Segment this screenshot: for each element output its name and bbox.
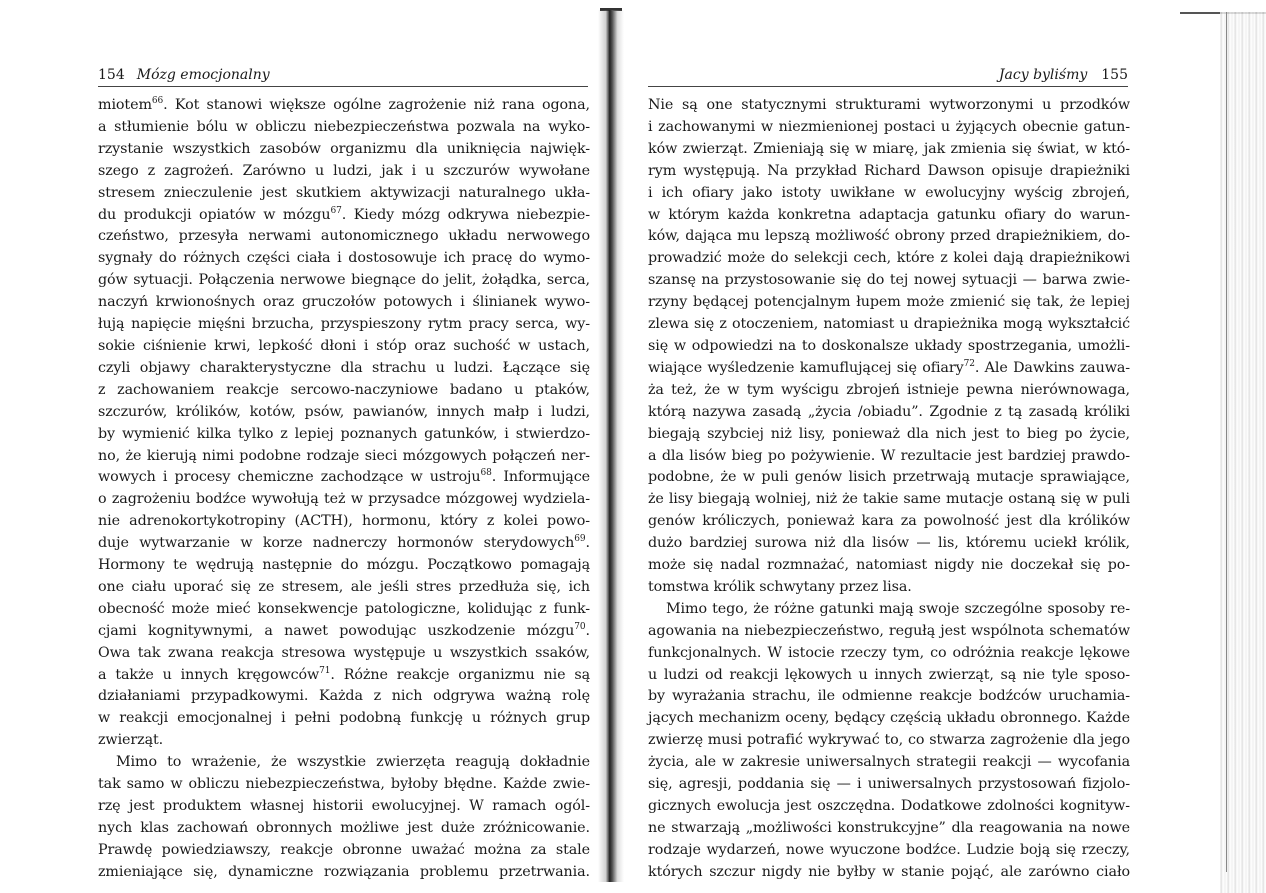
text-line (98, 533, 590, 555)
page-number: 155 (1101, 67, 1128, 83)
text-line (98, 292, 590, 314)
text-line (98, 402, 590, 424)
text-line (98, 270, 590, 292)
text-line (648, 686, 1130, 708)
line-text: a dla lisów bieg po pożywienie. W rezultacie jest bardziej prawdo- (648, 447, 1130, 464)
text-line (98, 95, 590, 117)
text-line (648, 774, 1130, 796)
text-line (648, 752, 1130, 774)
line-text: w którym każda konkretna adaptacja gatunku ofiary do warun- (648, 206, 1130, 223)
text-line (98, 796, 590, 818)
text-line (648, 599, 1130, 621)
line-text: szczurów, królików, kotów, psów, pawianów, innych małp i ludzi, (98, 403, 590, 420)
line-text: obecność może mieć konsekwencje patologiczne, kolidując z funk- (98, 600, 590, 617)
line-text: duje wytwarzanie w korze nadnerczy hormonów sterydowych (98, 535, 575, 552)
text-line (648, 467, 1130, 489)
text-line (648, 730, 1130, 752)
text-line (648, 95, 1130, 117)
line-text: ne stwarzają „możliwości konstrukcyjne” dla reagowania na nowe (648, 819, 1130, 836)
line-text: genów króliczych, ponieważ kara za powolność jest dla królików (648, 513, 1130, 530)
text-line (98, 117, 590, 139)
line-text: zwierzę musi potrafić wykrywać to, co stwarza zagrożenie dla jego (648, 732, 1130, 749)
text-line (648, 665, 1130, 687)
text-line (98, 226, 590, 248)
text-line (98, 577, 590, 599)
text-line (98, 248, 590, 270)
line-text: czeństwo, przesyła nerwami autonomicznego układu nerwowego (98, 228, 590, 245)
line-text: i ich ofiary jako istoty uwikłane w ewolucyjny wyścig zbrojeń, (648, 184, 1130, 201)
text-line (98, 818, 590, 840)
line-text: agowania na niebezpieczeństwo, regułą jest wspólnota schematów (648, 622, 1130, 639)
text-line (648, 555, 1130, 577)
line-text: sygnały do różnych części ciała i dostosowuje ich pracę do wymo- (98, 250, 590, 267)
line-text: du produkcji opiatów w mózgu (98, 206, 331, 223)
line-text: się w odpowiedzi na to doskonalsze układy spostrzegania, umożli- (648, 337, 1130, 354)
right-body-text (648, 95, 1130, 884)
line-text: cjami kognitywnymi, a nawet powodując uszkodzenie mózgu (98, 622, 575, 639)
line-text: funkcjonalnych. W istocie rzeczy tym, co odróżnia reakcje lękowe (648, 644, 1130, 661)
text-line (98, 489, 590, 511)
line-text: zlewa się z otoczeniem, natomiast u drapieżnika mogą wykształcić (648, 316, 1130, 333)
line-text: których szczur nigdy nie byłby w stanie pojąć, ale zarówno ciało (648, 863, 1130, 880)
text-line (98, 621, 590, 643)
line-text: . Ale Dawkins zauwa- (974, 359, 1130, 376)
line-text: może się nadal rozmnażać, natomiast nigdy nie doczekał się po- (648, 557, 1130, 574)
text-line (648, 424, 1130, 446)
text-line (648, 139, 1130, 161)
line-text: podobne, że w puli genów lisich przetrwają mutacje sprawiające, (648, 469, 1130, 486)
line-text: a stłumienie bólu w obliczu niebezpieczeństwa pozwala na wyko- (98, 118, 590, 135)
line-text: w reakcji emocjonalnej i pełni podobną funkcję u różnych grup (98, 710, 590, 727)
line-text: o zagrożeniu bodźce wywołują też w przysadce mózgowej wydziela- (98, 491, 590, 508)
line-text: czyli objawy charakterystyczne dla strachu u ludzi. Łączące się (98, 359, 590, 376)
line-text: rzyny będącej potencjalnym łupem może zmienić się tak, że lepiej (648, 294, 1130, 311)
line-text: gów sytuacji. Połączenia nerwowe biegnące do jelit, żołądka, serca, (98, 272, 590, 289)
right-page (612, 0, 1266, 893)
text-line (98, 314, 590, 336)
line-text: miotem (98, 97, 152, 113)
text-line (648, 708, 1130, 730)
text-line (648, 511, 1130, 533)
line-text: . Kiedy mózg odkrywa niebezpie- (341, 206, 590, 223)
page-edge-line (1226, 12, 1227, 872)
text-line (98, 665, 590, 687)
text-line (98, 161, 590, 183)
line-text: działaniami przypadkowymi. Każda z nich odgrywa ważną rolę (98, 688, 590, 705)
footnote-ref: 72 (963, 358, 975, 369)
line-text: Owa tak zwana reakcja stresowa występuje u wszystkich ssaków, (98, 644, 590, 661)
line-text: wiające wyśledzenie kamuflującej się ofiary (648, 359, 964, 376)
line-text: ków zwierząt. Zmieniają się w miarę, jak zmienia się świat, w któ- (648, 140, 1130, 157)
text-line (648, 336, 1130, 358)
text-line (648, 292, 1130, 314)
footnote-ref: 71 (319, 665, 331, 676)
line-text: szego z zagrożeń. Zarówno u ludzi, jak i u szczurów wywołane (98, 162, 590, 179)
running-title: Mózg emocjonalny (136, 67, 270, 83)
line-text: sokie ciśnienie krwi, lepkość dłoni i stóp oraz suchość w ustach, (98, 337, 590, 354)
line-text: się, agresji, poddania się — i uniwersalnych przystosowań fizjolo- (648, 776, 1130, 793)
text-line (98, 139, 590, 161)
line-text: którą nazywa zasadą „życia /obiadu”. Zgodnie z tą zasadą króliki (648, 403, 1130, 420)
line-text: tak samo w obliczu niebezpieczeństwa, byłoby błędne. Każde zwie- (98, 776, 590, 793)
text-line (648, 818, 1130, 840)
line-text: rodzaje wydarzeń, nowe wyuczone bodźce. Ludzie boją się rzeczy, (648, 841, 1130, 858)
line-text: naczyń krwionośnych oraz gruczołów potowych i ślinianek wywo- (98, 294, 590, 311)
line-text: życia, ale w zakresie uniwersalnych strategii reakcji — wycofania (648, 754, 1130, 771)
line-text: szansę na przystosowanie się do tej nowej sytuacji — barwa zwie- (648, 272, 1130, 289)
text-line (648, 796, 1130, 818)
text-line (648, 226, 1130, 248)
line-text: by wyrażania strachu, ile odmienne reakcje bodźców uruchamia- (648, 688, 1130, 705)
line-text: z zachowaniem reakcje sercowo-naczyniowe badano u ptaków, (98, 381, 590, 398)
text-line (648, 248, 1130, 270)
right-running-head (648, 66, 1128, 87)
line-text: Nie są one statycznymi strukturami wytworzonymi u przodków (648, 97, 1130, 113)
text-line (648, 161, 1130, 183)
text-line (648, 643, 1130, 665)
line-text: ża też, że w tym wyścigu zbrojeń istnieje pewna nierównowaga, (648, 381, 1130, 398)
text-line (98, 643, 590, 665)
footnote-ref: 67 (330, 205, 342, 216)
line-text: . Informujące (491, 469, 590, 486)
text-line (98, 358, 590, 380)
footnote-ref: 69 (574, 534, 586, 545)
text-line (648, 840, 1130, 862)
line-text: . Kot stanowi większe ogólne zagrożenie niż rana ogona, (163, 97, 590, 113)
text-line (98, 511, 590, 533)
line-text: Prawdę powiedziawszy, reakcje obronne uważać można za stale (98, 841, 590, 858)
line-text: one ciału uporać się ze stresem, ale jeśli stres przedłuża się, ich (98, 578, 590, 595)
line-text: ków, dająca mu lepszą możliwość obrony przed drapieżnikiem, do- (648, 228, 1130, 245)
line-text: no, że kierują nimi podobne rodzaje sieci mózgowych połączeń ner- (98, 447, 590, 464)
left-running-head (98, 66, 588, 87)
running-title: Jacy byliśmy (998, 67, 1088, 83)
left-body-text (98, 95, 590, 884)
text-line (648, 205, 1130, 227)
line-text: zwierząt. (98, 732, 164, 749)
text-line (98, 752, 590, 774)
line-text: . Różne reakcje organizmu nie są (330, 666, 590, 683)
text-line (648, 402, 1130, 424)
text-line (648, 358, 1130, 380)
line-text: a także u innych kręgowców (98, 666, 320, 683)
text-line (98, 708, 590, 730)
text-line (648, 270, 1130, 292)
line-text: wowych i procesy chemiczne zachodzące w ustroju (98, 469, 481, 486)
line-text: łują napięcie mięśni brzucha, przyspieszony rytm pracy serca, wy- (98, 316, 590, 333)
text-line (648, 380, 1130, 402)
footnote-ref: 66 (151, 96, 164, 106)
text-line (648, 577, 1130, 599)
line-text: Mimo tego, że różne gatunki mają swoje szczególne sposoby re- (666, 600, 1130, 617)
text-line (98, 599, 590, 621)
text-line (648, 117, 1130, 139)
text-line (648, 621, 1130, 643)
line-text: nych klas zachowań obronnych możliwe jest duże zróżnicowanie. (98, 819, 590, 836)
text-line (98, 424, 590, 446)
line-text: zmieniające się, dynamiczne rozwiązania problemu przetrwania. (98, 863, 590, 880)
line-text: nie adrenokortykotropiny (ACTH), hormonu, który z kolei powo- (98, 513, 590, 530)
footnote-ref: 70 (574, 621, 586, 632)
line-text: że lisy biegają wolniej, niż że takie same mutacje ostaną się w puli (648, 491, 1130, 508)
line-text: rym występują. Na przykład Richard Dawson opisuje drapieżniki (648, 162, 1130, 179)
line-text: tomstwa królik schwytany przez lisa. (648, 578, 912, 595)
text-line (98, 205, 590, 227)
line-text: prowadzić może do selekcji cech, które z kolei dają drapieżnikowi (648, 250, 1130, 267)
text-line (98, 336, 590, 358)
line-text: biegają szybciej niż lisy, ponieważ dla nich jest to bieg po życie, (648, 425, 1130, 442)
page-number: 154 (98, 67, 125, 83)
line-text: . (585, 535, 590, 552)
line-text: dużo bardziej surowa niż dla lisów — lis, któremu uciekł królik, (648, 535, 1130, 552)
text-line (648, 183, 1130, 205)
line-text: u ludzi od reakcji lękowych u innych zwierząt, są nie tyle sposo- (648, 666, 1130, 683)
line-text: rzę jest produktem własnej historii ewolucyjnej. W ramach ogól- (98, 798, 590, 814)
line-text: Mimo to wrażenie, że wszystkie zwierzęta reagują dokładnie (116, 754, 590, 771)
text-line (98, 840, 590, 862)
line-text: by wymienić kilka tylko z lepiej poznanych gatunków, i stwierdzo- (98, 425, 590, 442)
text-line (98, 183, 590, 205)
text-line (648, 533, 1130, 555)
text-line (98, 862, 590, 884)
text-line (98, 467, 590, 489)
text-line (98, 686, 590, 708)
text-line (98, 774, 590, 796)
line-text: jących mechanizm oceny, będący częścią układu obronnego. Każde (648, 710, 1130, 727)
text-line (98, 730, 590, 752)
text-line (98, 446, 590, 468)
text-line (648, 446, 1130, 468)
text-line (648, 862, 1130, 884)
line-text: Hormony te wędrują następnie do mózgu. Początkowo pomagają (98, 557, 590, 574)
text-line (98, 380, 590, 402)
line-text: i zachowanymi w niezmienionej postaci u żyjących obecnie gatun- (648, 118, 1130, 135)
left-page (0, 0, 606, 893)
line-text: stresem znieczulenie jest skutkiem aktywizacji naturalnego ukła- (98, 184, 590, 201)
text-line (648, 489, 1130, 511)
footnote-ref: 68 (480, 468, 492, 479)
text-line (648, 314, 1130, 336)
line-text: rzystanie wszystkich zasobów organizmu dla uniknięcia najwięk- (98, 140, 590, 157)
line-text: . (585, 622, 590, 639)
line-text: gicznych ewolucja jest oszczędna. Dodatkowe zdolności kognityw- (648, 798, 1130, 814)
text-line (98, 555, 590, 577)
